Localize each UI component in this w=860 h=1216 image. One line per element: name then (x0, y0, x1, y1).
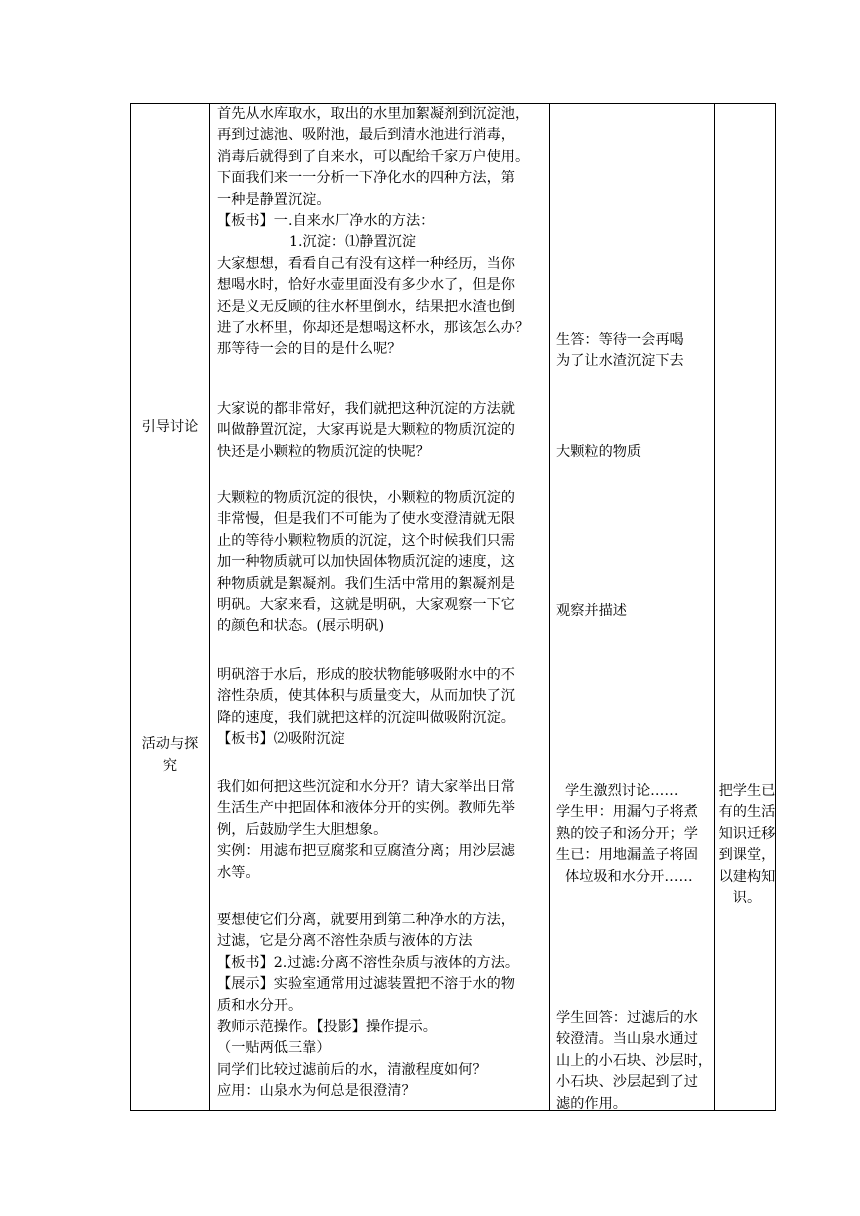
text-line: 生已：用地漏盖子将固 (556, 847, 698, 864)
text-line: 明矾。大家来看，这就是明矾，大家观察一下它 (217, 597, 515, 614)
text-line: 【展示】实验室通常用过滤装置把不溶于水的物 (217, 976, 515, 993)
text-line: 大家想想，看看自己有没有这样一种经历，当你 (217, 255, 515, 272)
text-line: 体垃圾和水分开…… (556, 868, 693, 885)
text-line: 要想使它们分离，就要用到第二种净水的方法， (217, 912, 515, 928)
text-line: 大颗粒的物质沉淀的很快，小颗粒的物质沉淀的 (217, 490, 515, 506)
text-line: 熟的饺子和汤分开；学 (556, 825, 698, 842)
design-intent-text: 把学生已有的生活知识迁移到课堂，以建构知识。 (718, 783, 776, 907)
text-line: 【板书】2.过滤:分离不溶性杂质与液体的方法。 (217, 954, 520, 971)
text-line: 观察并描述 (556, 603, 627, 619)
text-line: 过滤，它是分离不溶性杂质与液体的方法 (217, 933, 473, 950)
text-line: 我们如何把这些沉淀和水分开？请大家举出日常 (217, 779, 515, 795)
text-line: 非常慢，但是我们不可能为了使水变澄清就无限 (217, 511, 515, 528)
text-line: 例，后鼓励学生大胆想象。 (217, 821, 388, 838)
text-line: 下面我们来一一分析一下净化水的四种方法，第 (217, 170, 515, 187)
teacher-paragraph-intro (217, 104, 529, 361)
text-line: 加一种物质就可以加快固体物质沉淀的速度，这 (217, 554, 515, 571)
teacher-paragraph-flocculant (217, 488, 515, 638)
text-line: 首先从水库取水，取出的水里加絮凝剂到沉淀池， (217, 106, 530, 122)
text-line: 为了让水渣沉淀下去 (556, 353, 684, 370)
text-line: 那等待一会的目的是什么呢？ (217, 341, 402, 358)
text-line: 再到过滤池、吸附池，最后到清水池进行消毒， (217, 127, 515, 144)
design-intent-column (715, 104, 776, 1110)
text-line: 同学们比较过滤前后的水，清澈程度如何？ (217, 1061, 487, 1078)
text-line: 教师示范操作。【投影】操作提示。 (217, 1019, 437, 1036)
text-line: 质和水分开。 (217, 997, 303, 1014)
text-line: 生答：等待一会再喝 (556, 332, 684, 348)
teacher-paragraph-static-settling (217, 399, 515, 463)
student-response-filtration (556, 1008, 712, 1110)
teacher-paragraph-adsorption (217, 665, 515, 751)
text-line: 快还是小颗粒的物质沉淀的快呢？ (217, 443, 430, 460)
text-line: 生活生产中把固体和液体分开的实例。教师先举 (217, 800, 515, 817)
text-line: 实例：用滤布把豆腐浆和豆腐渣分离；用沙层滤 (217, 843, 515, 860)
student-activity-column (550, 104, 714, 1110)
text-line: 大家说的都非常好，我们就把这种沉淀的方法就 (217, 401, 515, 417)
stage-label-guide: 引导讨论 (141, 419, 199, 435)
text-line: 【板书】⑵吸附沉淀 (217, 731, 345, 748)
text-line: 还是义无反顾的往水杯里倒水，结果把水渣也倒 (217, 298, 515, 315)
text-line: 山上的小石块、沙层时， (556, 1052, 713, 1069)
stage-column (131, 104, 209, 1110)
text-line: 小石块、沙层起到了过 (556, 1074, 698, 1091)
text-line: 应用：山泉水为何总是很澄清？ (217, 1083, 416, 1100)
stage-label-activity-cont: 究 (162, 758, 178, 774)
board-subheading: 1.沉淀：⑴静置沉淀 (289, 234, 417, 251)
text-line: 种物质就是絮凝剂。我们生活中常用的絮凝剂是 (217, 575, 515, 592)
text-line: 一种是静置沉淀。 (217, 191, 331, 208)
text-line: 滤的作用。 (556, 1095, 627, 1110)
student-response-discussion (556, 781, 698, 888)
text-line: 降的速度，我们就把这样的沉淀叫做吸附沉淀。 (217, 709, 515, 726)
text-line: 学生甲：用漏勺子将煮 (556, 804, 698, 821)
text-line: 较澄清。当山泉水通过 (556, 1031, 698, 1048)
text-line: （一贴两低三靠） (217, 1040, 331, 1057)
text-line: 溶性杂质，使其体积与质量变大，从而加快了沉 (217, 688, 515, 705)
text-line: 学生回答：过滤后的水 (556, 1010, 698, 1026)
text-line: 的颜色和状态。(展示明矾) (217, 618, 385, 635)
stage-label-activity: 活动与探 (141, 736, 199, 752)
text-line: 想喝水时，恰好水壶里面没有多少水了，但是你 (217, 277, 515, 294)
teacher-paragraph-separation (217, 777, 515, 884)
lesson-plan-table (130, 103, 776, 1111)
board-heading: 【板书】一.自来水厂净水的方法： (217, 213, 435, 230)
text-line: 水等。 (217, 864, 260, 881)
text-line: 进了水杯里，你却还是想喝这杯水，那该怎么办？ (217, 320, 530, 337)
student-response-observe (556, 601, 627, 622)
text-line: 明矾溶于水后，形成的胶状物能够吸附水中的不 (217, 667, 515, 683)
student-response-wait (556, 330, 684, 373)
text-line: 学生激烈讨论…… (556, 783, 679, 799)
text-line: 止的等待小颗粒物质的沉淀，这个时候我们只需 (217, 532, 515, 549)
teacher-paragraph-filtration (217, 910, 519, 1103)
text-line: 叫做静置沉淀，大家再说是大颗粒的物质沉淀的 (217, 422, 515, 439)
student-response-large-particles (556, 442, 641, 463)
text-line: 大颗粒的物质 (556, 444, 642, 460)
teacher-activity-column (210, 104, 549, 1110)
text-line: 消毒后就得到了自来水，可以配给千家万户使用。 (217, 148, 530, 165)
